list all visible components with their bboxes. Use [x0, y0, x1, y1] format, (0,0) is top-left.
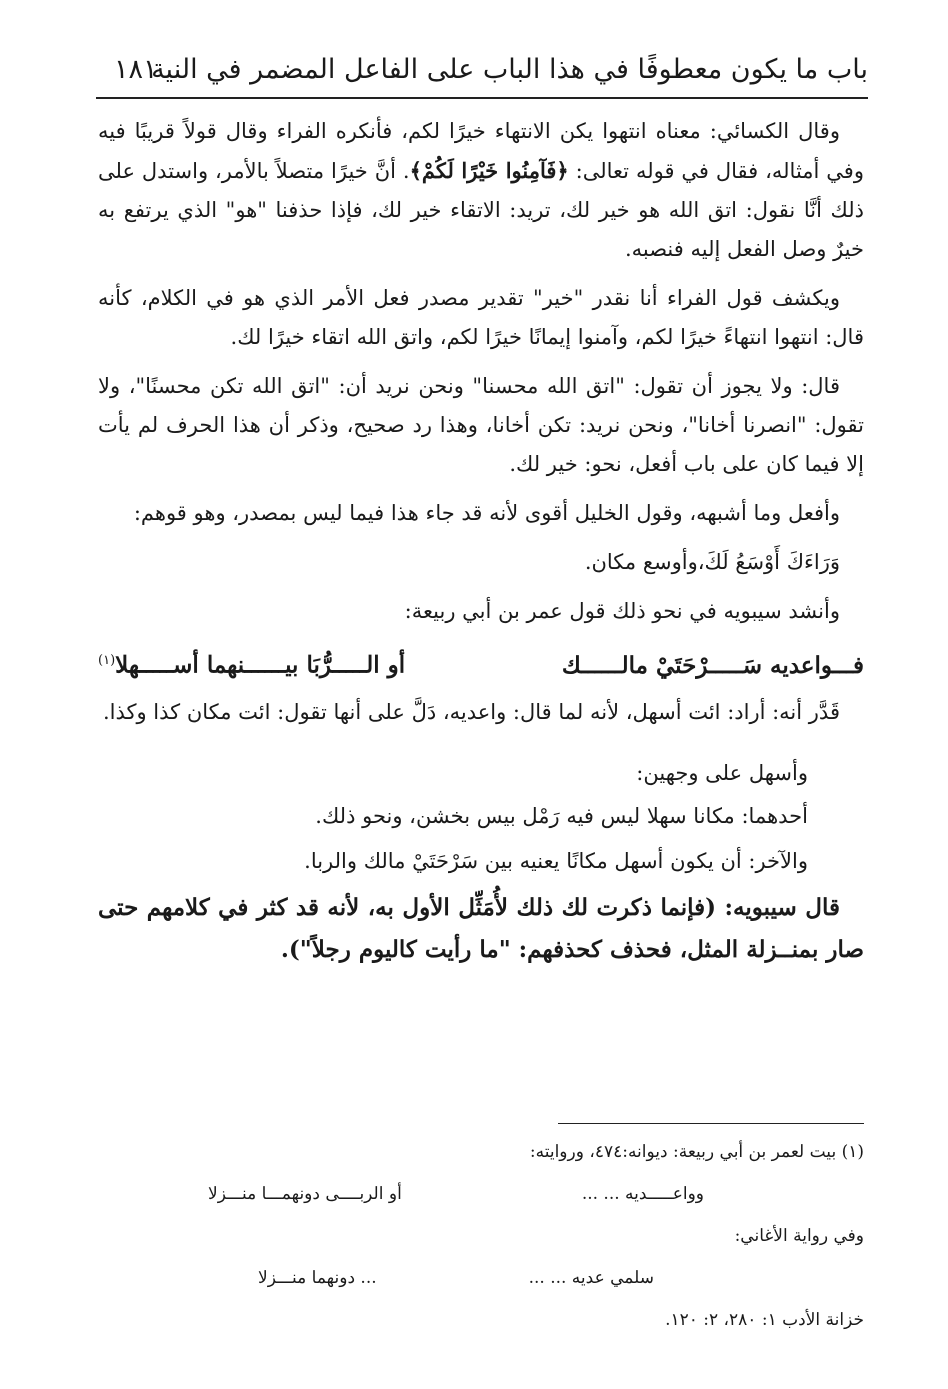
footnote-rule	[558, 1123, 864, 1124]
footnote-verse-2-second: ... دونهما منـــزلا	[258, 1268, 377, 1288]
footnote-source: خزانة الأدب ١: ٢٨٠، ٢: ١٢٠.	[665, 1310, 864, 1330]
footnote-aghani: وفي رواية الأغاني:	[734, 1226, 864, 1246]
footnote-verse-1	[98, 1179, 864, 1209]
paragraph-sibawayh-said: قال سيبويه: (فإنما ذكرت لك ذلك لأُمَثِّل الأول به، لأنه قد كثر في كلامهم حتى صار بمنــزلة المثل، فحذف كحذفهم: "ما رأيت كاليوم رجلاً").	[98, 893, 864, 963]
footnotes	[98, 1137, 864, 1347]
footnote-1-intro: (١) بيت لعمر بن أبي ربيعة: ديوانه:٤٧٤، وروايته:	[529, 1142, 864, 1162]
list-item-second: والآخر: أن يكون أسهل مكانًا يعنيه بين سَرْحَتَيْ مالك والربا.	[304, 848, 808, 873]
footnote-verse-2	[98, 1263, 864, 1293]
paragraph-farra: ويكشف قول الفراء أنا نقدر "خير" تقدير مصدر فعل الأمر الذي هو في الكلام، كأنه قال: انتهوا انتهاءً خيرًا لكم، وآمنوا إيمانًا خيرًا لكم، واتق الله اتقاء خيرًا لك.	[98, 286, 864, 349]
paragraph-estimation: قَدَّر أنه: أراد: ائت أسهل، لأنه لما قال: واعديه، دَلَّ على أنها تقول: ائت مكان كذا وكذا.	[102, 699, 840, 724]
page-number: ١٨١	[114, 54, 158, 85]
paragraph-khalil: وأفعل وما أشبهه، وقول الخليل أقوى لأنه قد جاء هذا فيما ليس بمصدر، وهو قوهم:	[133, 501, 840, 525]
poem-first-hemistich: فـــواعديه سَـــــرْحَتَيْ مالــــــك	[561, 651, 864, 679]
poem-second-hemistich-text: أو الـــــرُّبَا بيــــــنهما أســـــهلا	[115, 651, 406, 679]
page-header	[96, 48, 868, 98]
footnote-marker: (١)	[98, 653, 116, 668]
header-rule	[96, 97, 868, 99]
paragraph-not-allowed: قال: ولا يجوز أن تقول: "اتق الله محسنا" ونحن نريد أن: "اتق الله تكن محسنًا"، ولا تقول: "انصرنا أخانا"، ونحن نريد: تكن أخانا، وهذا رد صحيح، وذكر أن هذا الحرف لم يأت إلا فيما كان على باب أفعل، نحو: خير لك.	[98, 374, 864, 476]
footnote-verse-1-second: أو الربــــى دونهمـــا منـــزلا	[208, 1184, 402, 1204]
poem-second-hemistich	[98, 641, 405, 685]
paragraph-kisai	[98, 112, 864, 269]
list-item-first: أحدهما: مكانا سهلا ليس فيه رَمْل بيس بخشن، ونحو ذلك.	[315, 803, 808, 828]
quran-quote: ﴿فَآمِنُوا خَيْرًا لَكُمْ﴾	[409, 158, 569, 183]
quoted-saying: وَرَاءَكَ أَوْسَعُ لَكَ،وأوسع مكان.	[584, 550, 840, 574]
footnote-verse-2-first: سلمي عديه ... ...	[528, 1268, 654, 1288]
running-title: باب ما يكون معطوفًا في هذا الباب على الفاعل المضمر في النية	[151, 54, 868, 85]
footnote-verse-1-first: وواعـــــديه ... ...	[581, 1184, 704, 1204]
paragraph-sibawayh-recited: وأنشد سيبويه في نحو ذلك قول عمر بن أبي ربيعة:	[404, 599, 840, 623]
main-text	[98, 112, 864, 971]
paragraph-kisai-part-2: . أنَّ خيرًا متصلاً بالأمر، واستدل على ذلك أنَّا نقول: اتق الله هو خير لك، تريد: الاتقاء خير لك، فإذا حذفنا "هو" الذي يرتفع به خيرٌ وصل الفعل إليه فنصبه.	[98, 159, 864, 261]
poem-verse	[98, 641, 864, 685]
list-intro: وأسهل على وجهين:	[636, 760, 808, 785]
paragraph-kisai-part-1: وقال الكسائي: معناه انتهوا يكن الانتهاء خيرًا لكم، فأنكره الفراء وقال قولاً قريبًا فيه وفي أمثاله، فقال في قوله تعالى:	[98, 119, 864, 183]
